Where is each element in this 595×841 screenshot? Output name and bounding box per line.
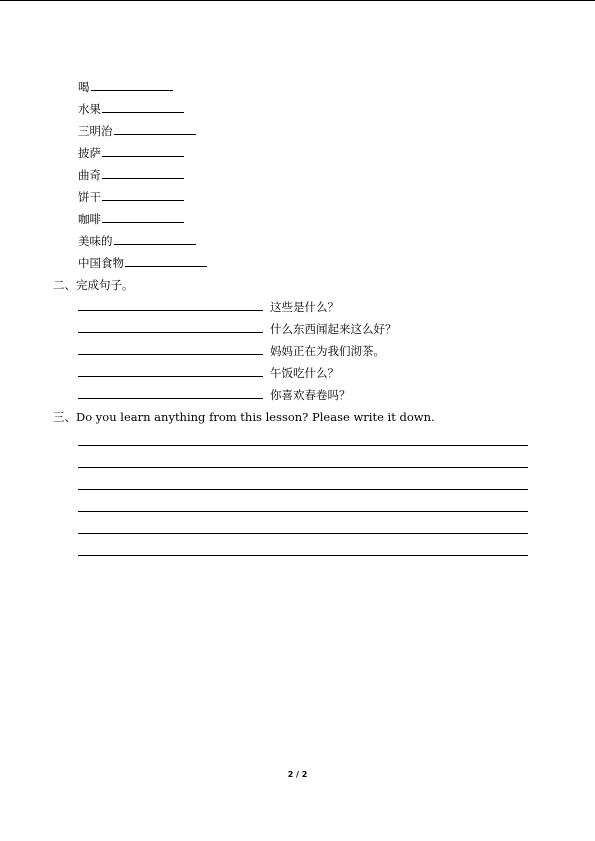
sentence-prompt: 午饭吃什么？ (270, 366, 339, 380)
vocab-label: 美味的 (78, 234, 113, 248)
answer-blank[interactable] (114, 125, 196, 135)
sentence-row (78, 300, 339, 314)
vocab-item-coffee (78, 212, 184, 226)
vocab-item-cookie (78, 168, 184, 182)
vocab-item-drink (78, 80, 173, 94)
vocab-label: 饼干 (78, 190, 101, 204)
writing-line[interactable] (78, 511, 528, 512)
sentence-blank[interactable] (78, 367, 263, 377)
vocab-label: 曲奇 (78, 168, 101, 182)
section-heading-reflection: 三、Do you learn anything from this lesson? Please write it down. (53, 410, 435, 424)
sentence-prompt: 妈妈正在为我们沏茶。 (270, 344, 385, 358)
writing-line[interactable] (78, 467, 528, 468)
sentence-blank[interactable] (78, 345, 263, 355)
answer-blank[interactable] (102, 147, 184, 157)
vocab-label: 水果 (78, 102, 101, 116)
vocab-label: 咖啡 (78, 212, 101, 226)
writing-line[interactable] (78, 555, 528, 556)
sentence-prompt: 你喜欢春卷吗？ (270, 388, 351, 402)
sentence-blank[interactable] (78, 323, 263, 333)
writing-line[interactable] (78, 533, 528, 534)
vocab-item-fruit (78, 102, 184, 116)
answer-blank[interactable] (125, 257, 207, 267)
section-heading-complete-sentences: 二、完成句子。 (53, 278, 134, 292)
answer-blank[interactable] (91, 81, 173, 91)
vocab-item-pizza (78, 146, 184, 160)
vocab-label: 中国食物 (78, 256, 124, 270)
sentence-blank[interactable] (78, 389, 263, 399)
vocab-item-chinese-food (78, 256, 207, 270)
sentence-row (78, 366, 339, 380)
answer-blank[interactable] (102, 213, 184, 223)
page-number: 2 / 2 (287, 770, 308, 779)
vocab-label: 披萨 (78, 146, 101, 160)
sentence-prompt: 这些是什么？ (270, 300, 339, 314)
sentence-row (78, 344, 385, 358)
vocab-item-sandwich (78, 124, 196, 138)
writing-line[interactable] (78, 489, 528, 490)
vocab-label: 喝 (78, 80, 90, 94)
answer-blank[interactable] (102, 191, 184, 201)
page-top-border (0, 0, 595, 1)
sentence-blank[interactable] (78, 301, 263, 311)
sentence-prompt: 什么东西闻起来这么好？ (270, 322, 397, 336)
answer-blank[interactable] (102, 103, 184, 113)
vocab-item-delicious (78, 234, 196, 248)
answer-blank[interactable] (114, 235, 196, 245)
vocab-label: 三明治 (78, 124, 113, 138)
writing-line[interactable] (78, 445, 528, 446)
sentence-row (78, 388, 351, 402)
sentence-row (78, 322, 397, 336)
answer-blank[interactable] (102, 169, 184, 179)
vocab-item-biscuit (78, 190, 184, 204)
